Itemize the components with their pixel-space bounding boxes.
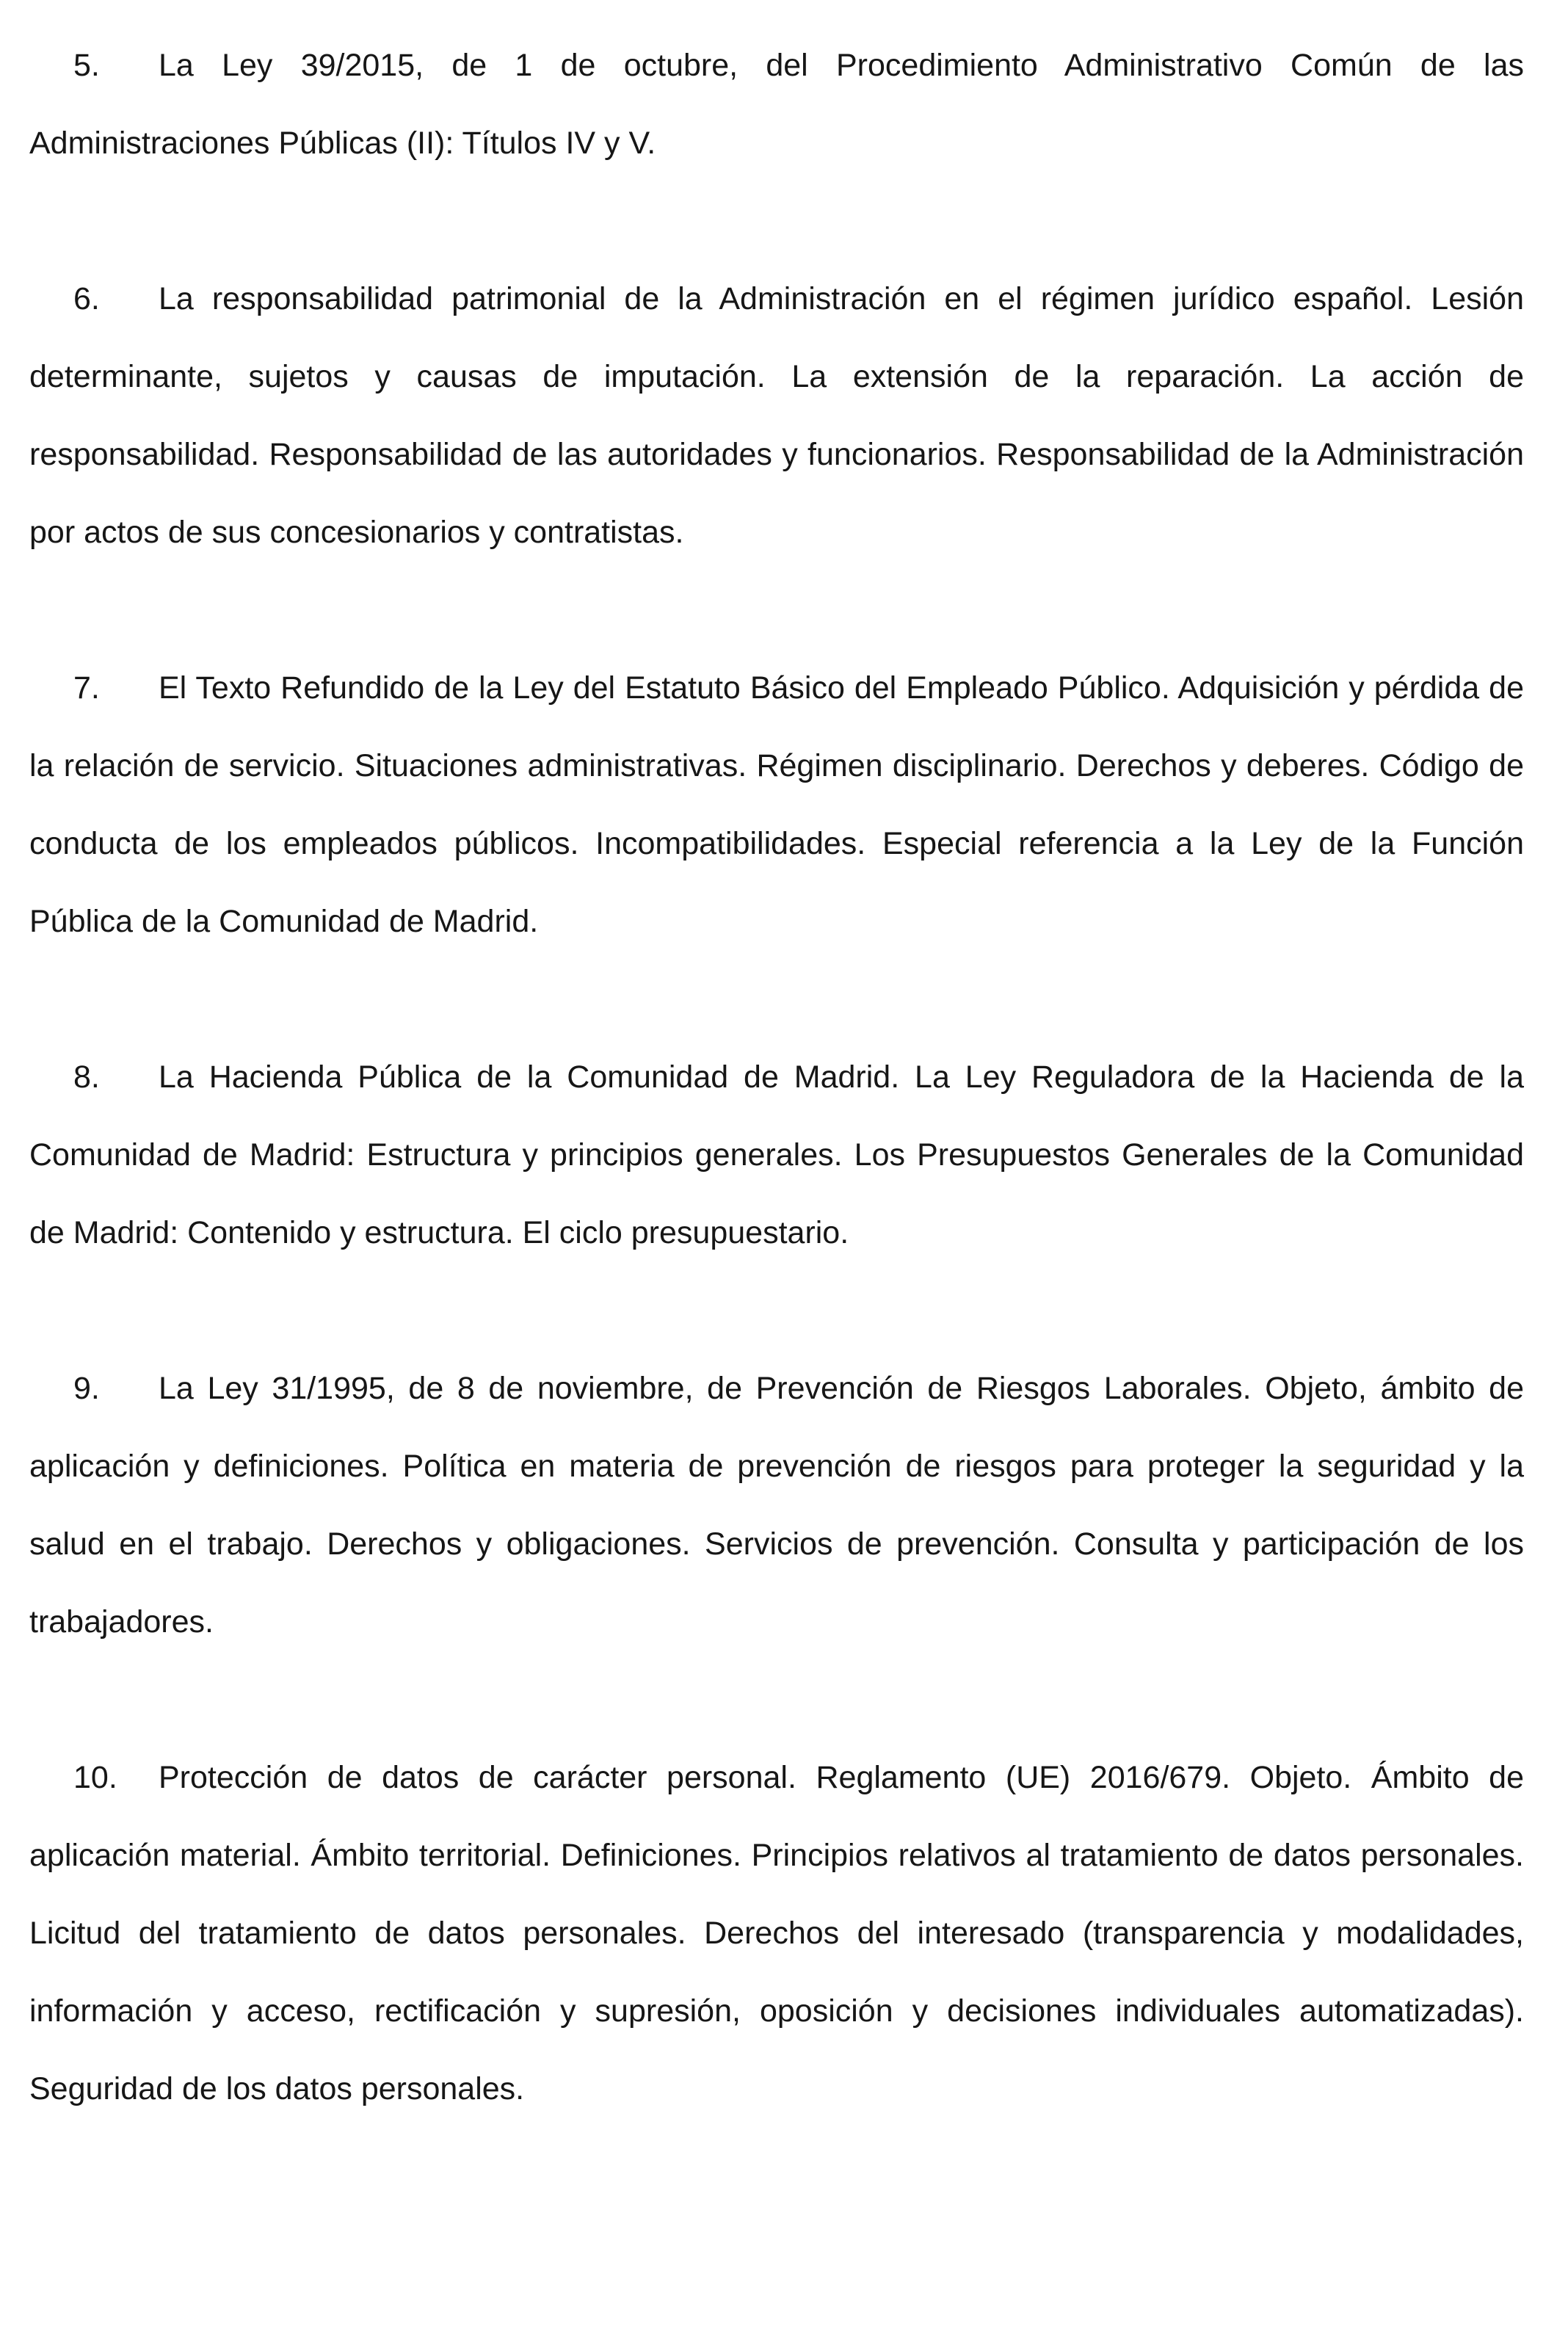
- list-item: [29, 1349, 1524, 1661]
- item-number: 6.: [73, 281, 100, 316]
- list-item: [29, 1038, 1524, 1272]
- list-item: [29, 1739, 1524, 2128]
- item-text: La Ley 31/1995, de 8 de noviembre, de Prevención de Riesgos Laborales. Objeto, ámbito de aplicación y definiciones. Política en materia de prevención de riesgos para proteger la seguridad y la salud en el trabajo. Derechos y obligaciones. Servicios de prevención. Consulta y participación de los trabajadores.: [29, 1371, 1524, 1640]
- item-text: La Hacienda Pública de la Comunidad de Madrid. La Ley Reguladora de la Hacienda de la Comunidad de Madrid: Estructura y principios generales. Los Presupuestos Generales de la Comunidad de Madrid: Contenido y estructura. El ciclo presupuestario.: [29, 1059, 1524, 1250]
- item-number: 7.: [73, 670, 100, 706]
- item-text: La Ley 39/2015, de 1 de octubre, del Procedimiento Administrativo Común de las Administraciones Públicas (II): Títulos IV y V.: [29, 48, 1524, 161]
- item-text: El Texto Refundido de la Ley del Estatuto Básico del Empleado Público. Adquisición y pérdida de la relación de servicio. Situaciones administrativas. Régimen disciplinario. Derechos y deberes. Código de conducta de los empleados públicos. Incompatibilidades. Especial referencia a la Ley de la Función Pública de la Comunidad de Madrid.: [29, 670, 1524, 939]
- document-page: [29, 26, 1524, 2206]
- item-number: 9.: [73, 1371, 100, 1406]
- list-item: [29, 26, 1524, 182]
- list-item: [29, 649, 1524, 960]
- list-item: [29, 260, 1524, 571]
- item-text: La responsabilidad patrimonial de la Administración en el régimen jurídico español. Lesión determinante, sujetos y causas de imputación. La extensión de la reparación. La acción de responsabilidad. Responsabilidad de las autoridades y funcionarios. Responsabilidad de la Administración por actos de sus concesionarios y contratistas.: [29, 281, 1524, 550]
- item-number: 10.: [73, 1760, 117, 1795]
- item-text: Protección de datos de carácter personal. Reglamento (UE) 2016/679. Objeto. Ámbito de aplicación material. Ámbito territorial. Definiciones. Principios relativos al tratamiento de datos personales. Licitud del tratamiento de datos personales. Derechos del interesado (transparencia y modalidades, información y acceso, rectificación y supresión, oposición y decisiones individuales automatizadas). Seguridad de los datos personales.: [29, 1760, 1524, 2106]
- item-number: 8.: [73, 1059, 100, 1095]
- item-number: 5.: [73, 48, 100, 83]
